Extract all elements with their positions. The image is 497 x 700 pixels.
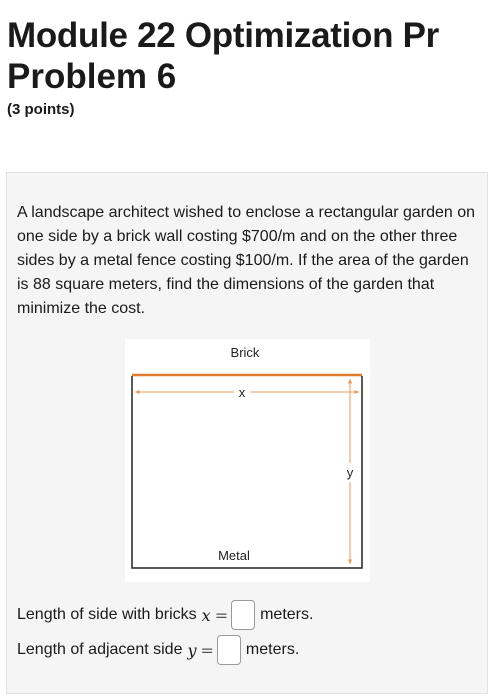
brick-label: Brick: [230, 345, 260, 360]
answer-y-input[interactable]: [217, 635, 241, 665]
problem-text: A landscape architect wished to enclose a rectangular garden on one side by a brick wall costing $700/m and on the other three sides by a metal fence costing $100/m. If the area of the garden is 88 square meters, find the dimensions of the garden that minimize the cost.: [17, 204, 476, 317]
answer-x-input[interactable]: [231, 600, 255, 630]
answer-x-label: Length of side with bricks: [17, 606, 197, 623]
points-label: (3 points): [7, 101, 75, 118]
var-x: x: [201, 605, 211, 625]
equals-sign: =: [214, 605, 229, 625]
equals-sign: =: [200, 640, 214, 660]
answer-y-label: Length of adjacent side: [17, 641, 183, 658]
answer-row-x: [17, 600, 313, 630]
unit-label: meters.: [260, 606, 314, 623]
garden-diagram: [125, 339, 370, 582]
height-label: y: [346, 465, 354, 480]
unit-label: meters.: [245, 641, 300, 658]
metal-fence: [132, 376, 362, 568]
width-label: x: [238, 385, 246, 400]
var-y: y: [187, 640, 197, 660]
problem-card: [6, 172, 488, 694]
page-title: Module 22 Optimization Pr: [7, 16, 439, 55]
metal-label: Metal: [218, 548, 250, 563]
problem-title: Problem 6: [7, 57, 177, 96]
answer-row-y: [17, 635, 299, 665]
